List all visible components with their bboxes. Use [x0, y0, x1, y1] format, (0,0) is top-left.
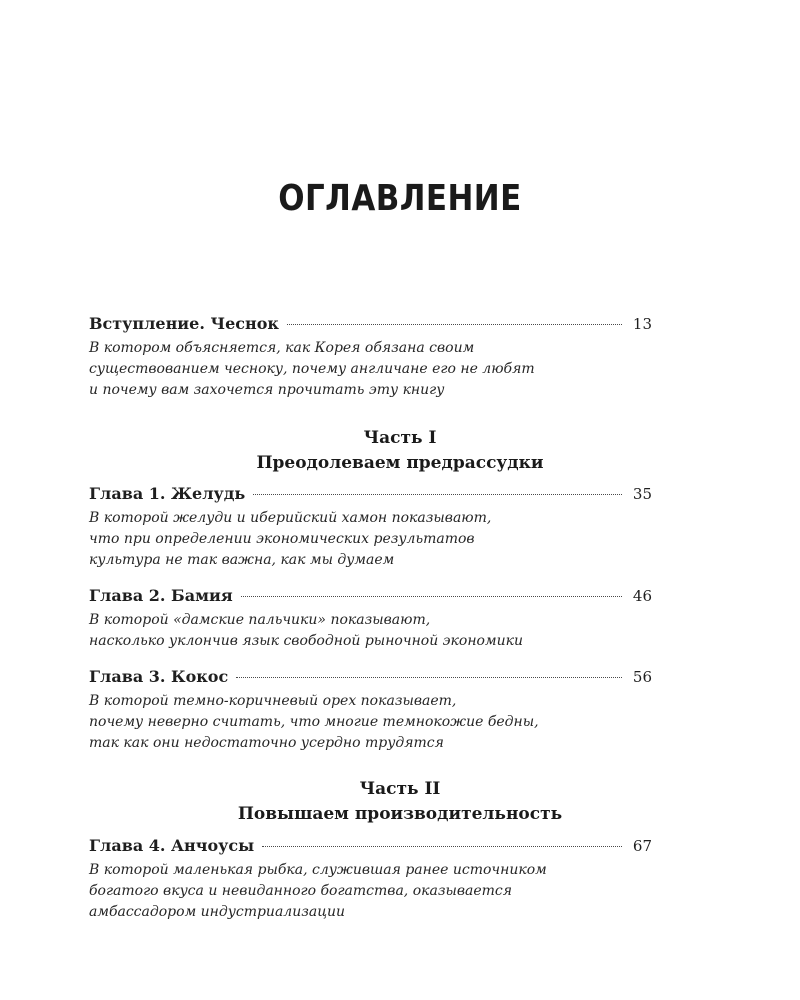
dot-leader: [287, 324, 622, 325]
entry-title: Глава 3. Кокос: [89, 667, 229, 686]
entry-description: [89, 610, 652, 652]
description-line: существованием чесноку, почему англичане его не любят: [89, 361, 535, 377]
toc-entry-chapter-4: [89, 836, 652, 923]
part-name: Повышаем производительность: [237, 804, 563, 824]
dot-leader: [262, 846, 622, 847]
entry-description: [89, 338, 652, 401]
part-heading-1: [0, 426, 800, 476]
part-heading-2: [0, 777, 800, 827]
description-line: В котором объясняется, как Корея обязана своим: [89, 340, 475, 356]
toc-entry-head: [89, 667, 652, 687]
part-number: Часть II: [359, 779, 441, 799]
description-line: культура не так важна, как мы думаем: [89, 552, 395, 568]
page-number: 13: [632, 315, 652, 333]
entry-title: Глава 2. Бамия: [89, 586, 233, 605]
description-line: В которой темно-коричневый орех показывает,: [89, 693, 457, 709]
dot-leader: [241, 596, 622, 597]
description-line: что при определении экономических результатов: [89, 531, 475, 547]
entry-title: Глава 1. Желудь: [89, 484, 246, 503]
description-line: В которой маленькая рыбка, служившая ранее источником: [89, 862, 547, 878]
toc-entry-chapter-1: [89, 484, 652, 571]
entry-description: [89, 691, 652, 754]
toc-entry-head: [89, 484, 652, 504]
toc-entry-chapter-3: [89, 667, 652, 754]
entry-title: Глава 4. Анчоусы: [89, 836, 255, 855]
part-number: Часть I: [363, 428, 437, 448]
toc-entry-intro: [89, 314, 652, 401]
description-line: амбассадором индустриализации: [89, 904, 346, 920]
entry-description: [89, 860, 652, 923]
description-line: богатого вкуса и невиданного богатства, оказывается: [89, 883, 513, 899]
description-line: насколько уклончив язык свободной рыночной экономики: [89, 633, 523, 649]
description-line: В которой желуди и иберийский хамон показывают,: [89, 510, 492, 526]
toc-entry-head: [89, 836, 652, 856]
part-name: Преодолеваем предрассудки: [256, 453, 544, 473]
toc-entry-head: [89, 314, 652, 334]
description-line: и почему вам захочется прочитать эту книгу: [89, 382, 445, 398]
entry-title: Вступление. Чеснок: [89, 314, 279, 333]
toc-entry-chapter-2: [89, 586, 652, 652]
entry-description: [89, 508, 652, 571]
toc-entry-head: [89, 586, 652, 606]
description-line: так как они недостаточно усердно трудятся: [89, 735, 444, 751]
description-line: В которой «дамские пальчики» показывают,: [89, 612, 431, 628]
page-number: 56: [632, 668, 652, 686]
page-number: 46: [632, 587, 652, 605]
description-line: почему неверно считать, что многие темнокожие бедны,: [89, 714, 539, 730]
dot-leader: [253, 494, 622, 495]
dot-leader: [236, 677, 622, 678]
page-number: 67: [632, 837, 652, 855]
page-number: 35: [632, 485, 652, 503]
page-title: ОГЛАВЛЕНИЕ: [278, 178, 522, 219]
